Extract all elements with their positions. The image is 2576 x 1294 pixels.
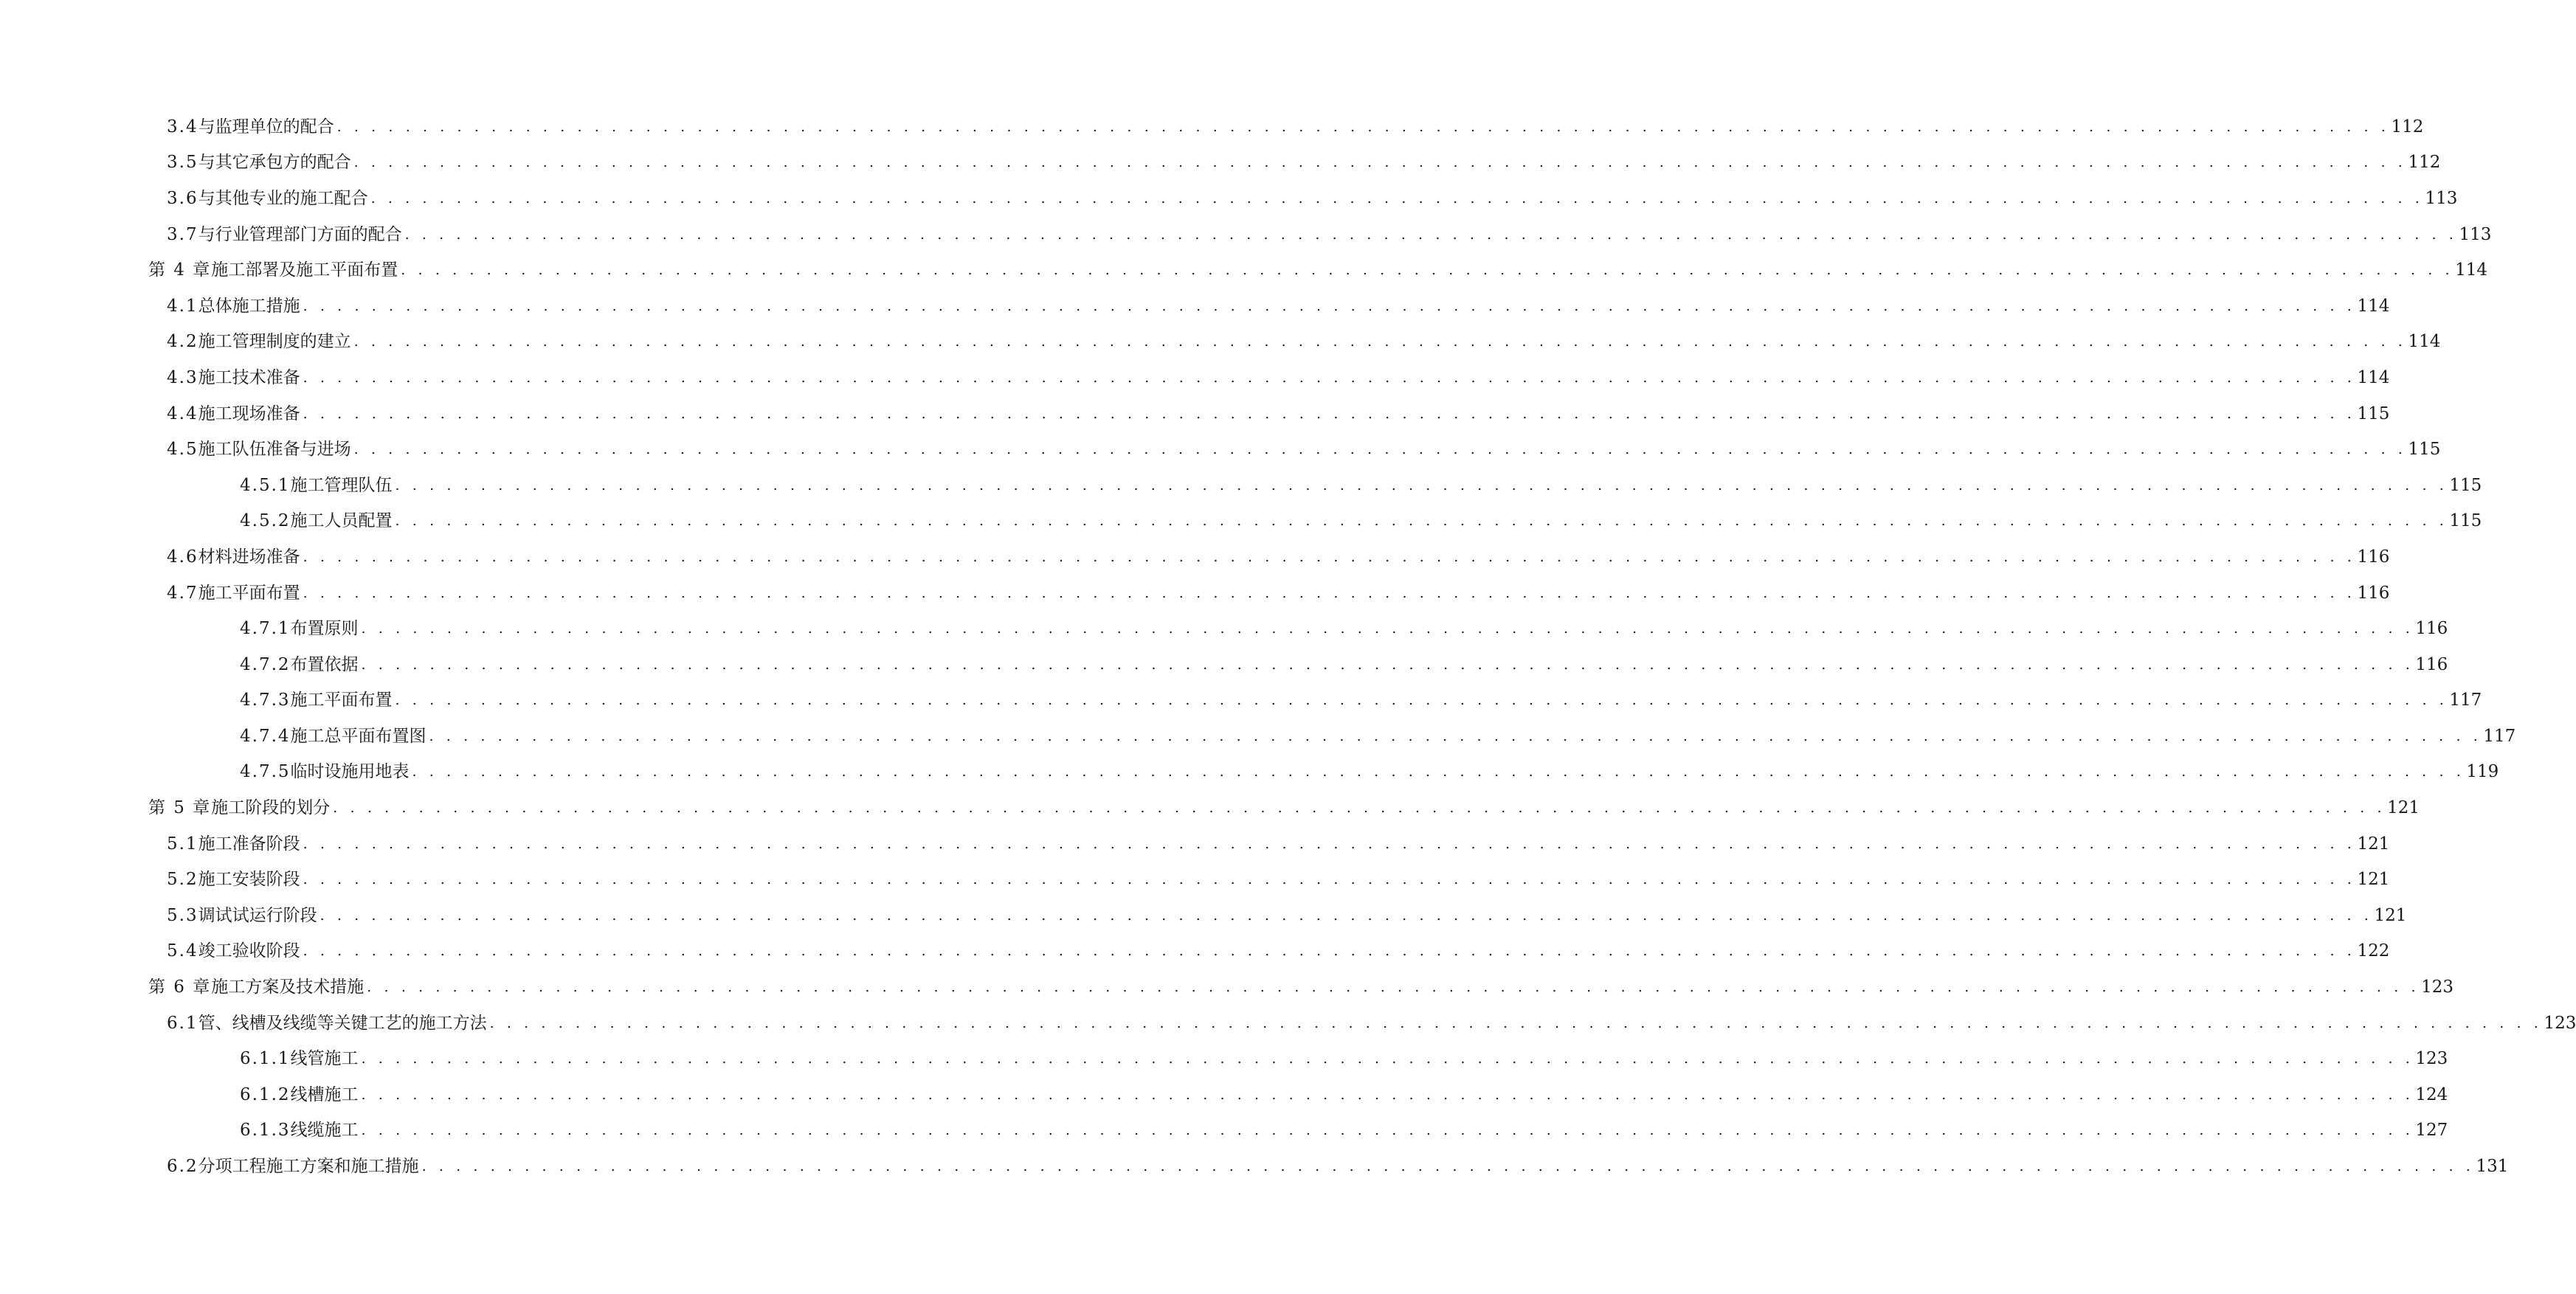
toc-entry-page-number: 115 [2449,475,2482,495]
toc-entry-title: 临时设施用地表 [290,762,410,782]
toc-entry-title: 施工技术准备 [198,367,300,387]
toc-dot-leader: . . . . . . . . . . . . . . . . . . . . . . . . . . . . . . . . . . . . . . . . . . . . . . . . . . . . . . . . . . . . . . . . . . . . . . . . . . . . . . . . . . . . . . . . . . . . . . . . . . . . . . . . . . . . . . . . . . . . . . . . [421,1158,2475,1175]
toc-entry[interactable] [0,145,2441,181]
toc-entry-number: 6.2 [167,1157,198,1177]
toc-entry-title: 施工人员配置 [290,511,393,531]
toc-dot-leader: . . . . . . . . . . . . . . . . . . . . . . . . . . . . . . . . . . . . . . . . . . . . . . . . . . . . . . . . . . . . . . . . . . . . . . . . . . . . . . . . . . . . . . . . . . . . . . . . . . . . . . . . . . . . . . . . . . . . . . . . [353,441,2407,458]
toc-entry-number: 4.6 [167,547,198,567]
toc-entry-number: 4.7.5 [240,762,291,782]
toc-dot-leader: . . . . . . . . . . . . . . . . . . . . . . . . . . . . . . . . . . . . . . . . . . . . . . . . . . . . . . . . . . . . . . . . . . . . . . . . . . . . . . . . . . . . . . . . . . . . . . . . . . . . . . . . . . . . . . . . . . . . . . . . [333,800,2386,817]
toc-dot-leader: . . . . . . . . . . . . . . . . . . . . . . . . . . . . . . . . . . . . . . . . . . . . . . . . . . . . . . . . . . . . . . . . . . . . . . . . . . . . . . . . . . . . . . . . . . . . . . . . . . . . . . . . . . . . . . . . . . . . . . . . [395,692,2448,709]
toc-entry-title: 与监理单位的配合 [198,117,334,136]
toc-dot-leader: . . . . . . . . . . . . . . . . . . . . . . . . . . . . . . . . . . . . . . . . . . . . . . . . . . . . . . . . . . . . . . . . . . . . . . . . . . . . . . . . . . . . . . . . . . . . . . . . . . . . . . . . . . . . . . . . . . . . . . . . [395,477,2448,494]
toc-entry-number: 4.5 [167,440,198,460]
toc-entry-number: 第 4 章 [148,260,212,280]
toc-dot-leader: . . . . . . . . . . . . . . . . . . . . . . . . . . . . . . . . . . . . . . . . . . . . . . . . . . . . . . . . . . . . . . . . . . . . . . . . . . . . . . . . . . . . . . . . . . . . . . . . . . . . . . . . . . . . . . . . . . . . . . . . [353,154,2407,171]
toc-dot-leader: . . . . . . . . . . . . . . . . . . . . . . . . . . . . . . . . . . . . . . . . . . . . . . . . . . . . . . . . . . . . . . . . . . . . . . . . . . . . . . . . . . . . . . . . . . . . . . . . . . . . . . . . . . . . . . . . . . . . . . . . [353,333,2407,350]
toc-dot-leader: . . . . . . . . . . . . . . . . . . . . . . . . . . . . . . . . . . . . . . . . . . . . . . . . . . . . . . . . . . . . . . . . . . . . . . . . . . . . . . . . . . . . . . . . . . . . . . . . . . . . . . . . . . . . . . . . . . . . . . . . [303,369,2356,386]
toc-entry-title: 与其他专业的施工配合 [198,188,368,208]
toc-entry[interactable] [0,504,2482,540]
toc-entry[interactable] [0,575,2390,612]
toc-entry[interactable] [0,539,2390,575]
toc-entry-number: 6.1.3 [240,1121,291,1141]
toc-entry-number: 4.3 [167,367,198,387]
toc-entry[interactable] [0,934,2390,970]
toc-entry[interactable] [0,1006,2576,1042]
toc-entry-page-number: 124 [2415,1084,2448,1104]
toc-entry-page-number: 115 [2357,404,2390,423]
toc-entry[interactable] [0,755,2499,791]
toc-entry-number: 5.3 [167,905,198,925]
toc-entry-number: 第 5 章 [148,798,212,818]
toc-entry-title: 施工管理制度的建立 [198,332,351,352]
toc-dot-leader: . . . . . . . . . . . . . . . . . . . . . . . . . . . . . . . . . . . . . . . . . . . . . . . . . . . . . . . . . . . . . . . . . . . . . . . . . . . . . . . . . . . . . . . . . . . . . . . . . . . . . . . . . . . . . . . . . . . . . . . . [361,1051,2414,1068]
toc-entry-number: 4.4 [167,404,198,423]
toc-entry[interactable] [0,1113,2448,1149]
toc-entry[interactable] [0,611,2448,647]
toc-entry-number: 4.5.2 [240,511,291,531]
toc-entry-number: 第 6 章 [148,978,212,997]
toc-entry-page-number: 116 [2415,654,2448,674]
toc-entry-number: 4.2 [167,332,198,352]
toc-dot-leader: . . . . . . . . . . . . . . . . . . . . . . . . . . . . . . . . . . . . . . . . . . . . . . . . . . . . . . . . . . . . . . . . . . . . . . . . . . . . . . . . . . . . . . . . . . . . . . . . . . . . . . . . . . . . . . . . . . . . . . . . [303,297,2356,314]
toc-entry-number: 4.1 [167,296,198,316]
toc-entry-title: 与行业管理部门方面的配合 [198,224,402,244]
toc-entry-page-number: 123 [2544,1013,2576,1033]
toc-entry-title: 总体施工措施 [198,296,300,316]
toc-entry[interactable] [0,1041,2448,1077]
toc-entry-title: 管、线槽及线缆等关键工艺的施工方法 [198,1013,487,1033]
toc-entry-title: 施工安装阶段 [198,870,300,890]
toc-dot-leader: . . . . . . . . . . . . . . . . . . . . . . . . . . . . . . . . . . . . . . . . . . . . . . . . . . . . . . . . . . . . . . . . . . . . . . . . . . . . . . . . . . . . . . . . . . . . . . . . . . . . . . . . . . . . . . . . . . . . . . . . [361,1086,2414,1103]
toc-entry-page-number: 116 [2357,547,2390,567]
toc-entry[interactable] [0,396,2390,432]
toc-entry-page-number: 122 [2357,941,2390,961]
toc-entry-title: 布置原则 [290,619,359,639]
toc-entry-number: 4.7 [167,583,198,603]
toc-entry[interactable] [0,898,2407,934]
toc-entry[interactable] [0,969,2454,1006]
toc-entry-page-number: 114 [2455,260,2488,280]
toc-entry-page-number: 114 [2408,332,2441,352]
toc-entry[interactable] [0,217,2492,253]
toc-entry[interactable] [0,325,2441,361]
toc-dot-leader: . . . . . . . . . . . . . . . . . . . . . . . . . . . . . . . . . . . . . . . . . . . . . . . . . . . . . . . . . . . . . . . . . . . . . . . . . . . . . . . . . . . . . . . . . . . . . . . . . . . . . . . . . . . . . . . . . . . . . . . . [361,656,2414,673]
toc-dot-leader: . . . . . . . . . . . . . . . . . . . . . . . . . . . . . . . . . . . . . . . . . . . . . . . . . . . . . . . . . . . . . . . . . . . . . . . . . . . . . . . . . . . . . . . . . . . . . . . . . . . . . . . . . . . . . . . . . . . . . . . . [336,118,2390,135]
toc-entry-title: 分项工程施工方案和施工措施 [198,1157,419,1177]
toc-entry-title: 线缆施工 [290,1121,359,1141]
toc-entry[interactable] [0,826,2390,862]
toc-entry-title: 施工现场准备 [198,404,300,423]
toc-entry-page-number: 123 [2421,978,2454,997]
toc-dot-leader: . . . . . . . . . . . . . . . . . . . . . . . . . . . . . . . . . . . . . . . . . . . . . . . . . . . . . . . . . . . . . . . . . . . . . . . . . . . . . . . . . . . . . . . . . . . . . . . . . . . . . . . . . . . . . . . . . . . . . . . . [367,979,2420,996]
toc-entry[interactable] [0,468,2482,504]
toc-dot-leader: . . . . . . . . . . . . . . . . . . . . . . . . . . . . . . . . . . . . . . . . . . . . . . . . . . . . . . . . . . . . . . . . . . . . . . . . . . . . . . . . . . . . . . . . . . . . . . . . . . . . . . . . . . . . . . . . . . . . . . . . [489,1014,2543,1031]
toc-entry-title: 施工阶段的划分 [211,798,331,818]
toc-entry-number: 4.7.4 [240,726,291,746]
toc-dot-leader: . . . . . . . . . . . . . . . . . . . . . . . . . . . . . . . . . . . . . . . . . . . . . . . . . . . . . . . . . . . . . . . . . . . . . . . . . . . . . . . . . . . . . . . . . . . . . . . . . . . . . . . . . . . . . . . . . . . . . . . . [404,226,2458,243]
toc-entry-title: 布置依据 [290,654,359,674]
toc-entry-title: 竣工验收阶段 [198,941,300,961]
toc-entry[interactable] [0,1149,2509,1185]
toc-entry-title: 施工准备阶段 [198,834,300,854]
toc-dot-leader: . . . . . . . . . . . . . . . . . . . . . . . . . . . . . . . . . . . . . . . . . . . . . . . . . . . . . . . . . . . . . . . . . . . . . . . . . . . . . . . . . . . . . . . . . . . . . . . . . . . . . . . . . . . . . . . . . . . . . . . . [303,835,2356,852]
toc-entry-number: 4.7.1 [240,619,291,639]
toc-entry[interactable] [0,252,2488,288]
toc-entry-number: 5.1 [167,834,198,854]
toc-entry[interactable] [0,647,2448,683]
toc-entry-title: 与其它承包方的配合 [198,153,351,173]
toc-entry[interactable] [0,719,2516,755]
toc-entry-page-number: 115 [2449,511,2482,531]
toc-entry-page-number: 116 [2415,619,2448,639]
toc-entry-page-number: 121 [2357,834,2390,854]
toc-entry[interactable] [0,109,2424,145]
toc-dot-leader: . . . . . . . . . . . . . . . . . . . . . . . . . . . . . . . . . . . . . . . . . . . . . . . . . . . . . . . . . . . . . . . . . . . . . . . . . . . . . . . . . . . . . . . . . . . . . . . . . . . . . . . . . . . . . . . . . . . . . . . . [395,513,2448,530]
toc-entry[interactable] [0,432,2441,468]
table-of-contents [0,109,2576,1185]
toc-entry-page-number: 119 [2466,762,2499,782]
toc-entry[interactable] [0,862,2390,898]
toc-entry-number: 6.1 [167,1013,198,1033]
toc-entry-page-number: 117 [2449,691,2482,710]
toc-entry[interactable] [0,181,2458,217]
toc-entry-page-number: 121 [2357,870,2390,890]
toc-dot-leader: . . . . . . . . . . . . . . . . . . . . . . . . . . . . . . . . . . . . . . . . . . . . . . . . . . . . . . . . . . . . . . . . . . . . . . . . . . . . . . . . . . . . . . . . . . . . . . . . . . . . . . . . . . . . . . . . . . . . . . . . [401,262,2454,279]
toc-dot-leader: . . . . . . . . . . . . . . . . . . . . . . . . . . . . . . . . . . . . . . . . . . . . . . . . . . . . . . . . . . . . . . . . . . . . . . . . . . . . . . . . . . . . . . . . . . . . . . . . . . . . . . . . . . . . . . . . . . . . . . . . [303,548,2356,565]
toc-entry-number: 3.5 [167,153,198,173]
toc-entry-title: 施工队伍准备与进场 [198,440,351,460]
toc-dot-leader: . . . . . . . . . . . . . . . . . . . . . . . . . . . . . . . . . . . . . . . . . . . . . . . . . . . . . . . . . . . . . . . . . . . . . . . . . . . . . . . . . . . . . . . . . . . . . . . . . . . . . . . . . . . . . . . . . . . . . . . . [303,871,2356,888]
toc-entry-title: 调试试运行阶段 [198,905,317,925]
toc-entry-page-number: 116 [2357,583,2390,603]
toc-entry-number: 6.1.1 [240,1049,291,1069]
toc-entry-page-number: 117 [2483,726,2516,746]
toc-entry-title: 施工平面布置 [290,691,393,710]
toc-entry[interactable] [0,683,2482,719]
toc-entry-page-number: 121 [2374,905,2407,925]
toc-entry-title: 线管施工 [290,1049,359,1069]
toc-entry-page-number: 113 [2425,188,2458,208]
toc-entry-number: 3.7 [167,224,198,244]
toc-entry-number: 5.2 [167,870,198,890]
toc-dot-leader: . . . . . . . . . . . . . . . . . . . . . . . . . . . . . . . . . . . . . . . . . . . . . . . . . . . . . . . . . . . . . . . . . . . . . . . . . . . . . . . . . . . . . . . . . . . . . . . . . . . . . . . . . . . . . . . . . . . . . . . . [429,727,2482,744]
toc-entry-title: 线槽施工 [290,1084,359,1104]
toc-dot-leader: . . . . . . . . . . . . . . . . . . . . . . . . . . . . . . . . . . . . . . . . . . . . . . . . . . . . . . . . . . . . . . . . . . . . . . . . . . . . . . . . . . . . . . . . . . . . . . . . . . . . . . . . . . . . . . . . . . . . . . . . [320,907,2373,924]
toc-entry-title: 施工部署及施工平面布置 [211,260,398,280]
toc-entry-number: 5.4 [167,941,198,961]
toc-dot-leader: . . . . . . . . . . . . . . . . . . . . . . . . . . . . . . . . . . . . . . . . . . . . . . . . . . . . . . . . . . . . . . . . . . . . . . . . . . . . . . . . . . . . . . . . . . . . . . . . . . . . . . . . . . . . . . . . . . . . . . . . [412,764,2465,781]
toc-entry-page-number: 131 [2476,1157,2509,1177]
toc-entry-number: 4.5.1 [240,475,291,495]
toc-entry-page-number: 127 [2415,1121,2448,1141]
toc-entry[interactable] [0,1077,2448,1113]
toc-entry-page-number: 113 [2459,224,2492,244]
toc-dot-leader: . . . . . . . . . . . . . . . . . . . . . . . . . . . . . . . . . . . . . . . . . . . . . . . . . . . . . . . . . . . . . . . . . . . . . . . . . . . . . . . . . . . . . . . . . . . . . . . . . . . . . . . . . . . . . . . . . . . . . . . . [361,620,2414,637]
toc-entry-page-number: 112 [2408,153,2441,173]
toc-entry-title: 施工管理队伍 [290,475,393,495]
toc-entry-page-number: 121 [2387,798,2420,818]
toc-entry[interactable] [0,790,2420,826]
toc-entry-number: 4.7.3 [240,691,291,710]
toc-entry-title: 施工平面布置 [198,583,300,603]
toc-entry-page-number: 115 [2408,440,2441,460]
toc-entry-page-number: 112 [2391,117,2424,136]
toc-dot-leader: . . . . . . . . . . . . . . . . . . . . . . . . . . . . . . . . . . . . . . . . . . . . . . . . . . . . . . . . . . . . . . . . . . . . . . . . . . . . . . . . . . . . . . . . . . . . . . . . . . . . . . . . . . . . . . . . . . . . . . . . [361,1122,2414,1139]
toc-dot-leader: . . . . . . . . . . . . . . . . . . . . . . . . . . . . . . . . . . . . . . . . . . . . . . . . . . . . . . . . . . . . . . . . . . . . . . . . . . . . . . . . . . . . . . . . . . . . . . . . . . . . . . . . . . . . . . . . . . . . . . . . [370,190,2424,207]
toc-entry-title: 材料进场准备 [198,547,300,567]
toc-dot-leader: . . . . . . . . . . . . . . . . . . . . . . . . . . . . . . . . . . . . . . . . . . . . . . . . . . . . . . . . . . . . . . . . . . . . . . . . . . . . . . . . . . . . . . . . . . . . . . . . . . . . . . . . . . . . . . . . . . . . . . . . [303,943,2356,960]
toc-entry-number: 3.4 [167,117,198,136]
toc-entry-page-number: 114 [2357,367,2390,387]
toc-entry[interactable] [0,288,2390,325]
toc-entry-title: 施工总平面布置图 [290,726,427,746]
toc-entry-number: 4.7.2 [240,654,291,674]
toc-dot-leader: . . . . . . . . . . . . . . . . . . . . . . . . . . . . . . . . . . . . . . . . . . . . . . . . . . . . . . . . . . . . . . . . . . . . . . . . . . . . . . . . . . . . . . . . . . . . . . . . . . . . . . . . . . . . . . . . . . . . . . . . [303,405,2356,422]
toc-entry[interactable] [0,360,2390,396]
toc-dot-leader: . . . . . . . . . . . . . . . . . . . . . . . . . . . . . . . . . . . . . . . . . . . . . . . . . . . . . . . . . . . . . . . . . . . . . . . . . . . . . . . . . . . . . . . . . . . . . . . . . . . . . . . . . . . . . . . . . . . . . . . . [303,584,2356,601]
toc-entry-page-number: 114 [2357,296,2390,316]
toc-entry-number: 3.6 [167,188,198,208]
toc-entry-page-number: 123 [2415,1049,2448,1069]
toc-entry-title: 施工方案及技术措施 [211,978,365,997]
toc-entry-number: 6.1.2 [240,1084,291,1104]
